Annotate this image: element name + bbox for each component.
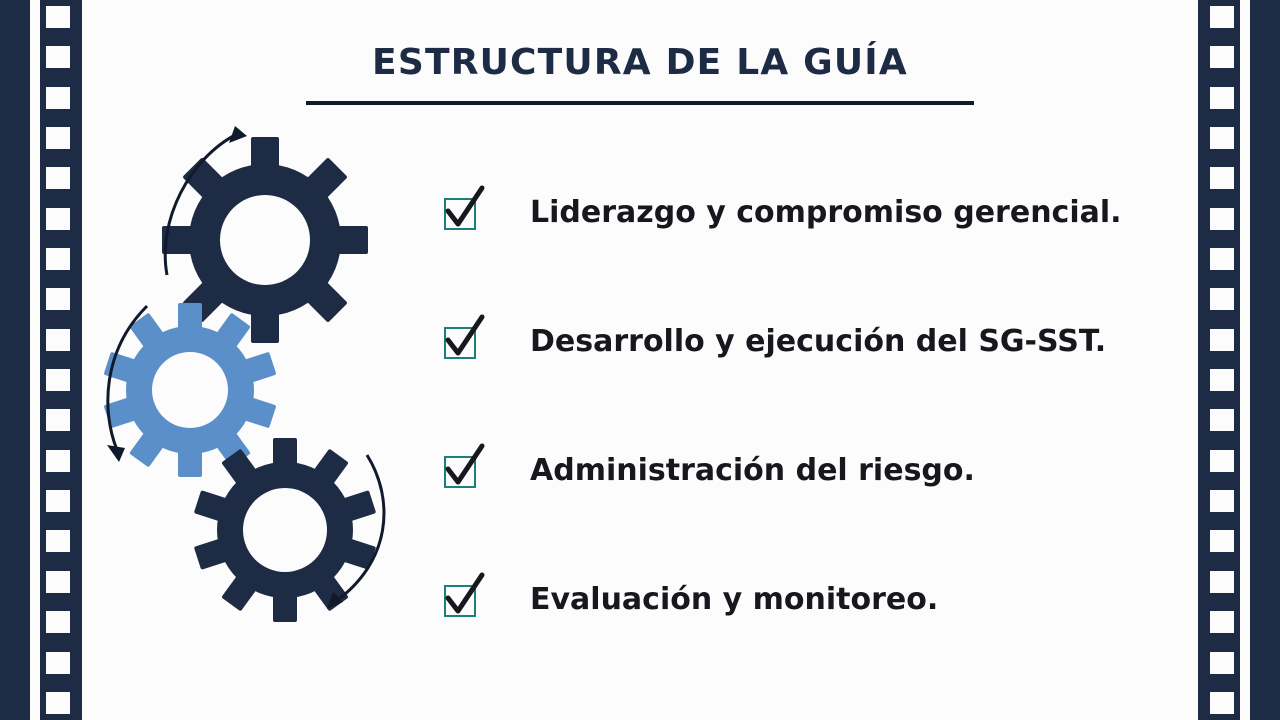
film-strip-right-gap [1240, 0, 1250, 720]
film-hole [46, 288, 70, 310]
film-strip-left-gap [30, 0, 40, 720]
film-hole [46, 450, 70, 472]
checklist [440, 180, 1230, 631]
film-hole [46, 652, 70, 674]
film-hole [46, 329, 70, 351]
film-hole [1210, 127, 1234, 149]
film-hole [46, 208, 70, 230]
list-item-label: Desarrollo y ejecución del SG-SST. [530, 323, 1107, 359]
film-hole [1210, 692, 1234, 714]
gears-illustration [95, 110, 425, 650]
film-strip-left-edge [76, 0, 82, 720]
check-mark-icon [438, 184, 488, 236]
film-hole [46, 127, 70, 149]
film-hole [46, 530, 70, 552]
page-title: ESTRUCTURA DE LA GUÍA [372, 42, 908, 83]
film-strip-left-perforations [40, 0, 76, 720]
film-strip-left-bar [0, 0, 30, 720]
film-hole [46, 409, 70, 431]
list-item[interactable] [440, 309, 1230, 373]
film-hole [46, 571, 70, 593]
film-hole [46, 369, 70, 391]
list-item-label: Liderazgo y compromiso gerencial. [530, 194, 1122, 230]
gears-svg [95, 110, 425, 650]
film-hole [1210, 6, 1234, 28]
list-item-label: Administración del riesgo. [530, 452, 975, 488]
film-strip-left [0, 0, 82, 720]
rotation-arrow-middle-head [107, 445, 125, 462]
gear-bottom-dark [194, 438, 376, 622]
film-hole [46, 248, 70, 270]
title-underline [306, 101, 974, 105]
film-hole [46, 490, 70, 512]
film-strip-right-bar [1250, 0, 1280, 720]
check-mark-icon [438, 571, 488, 623]
checkbox-checked-icon[interactable] [440, 192, 480, 232]
check-mark-icon [438, 313, 488, 365]
film-hole [1210, 652, 1234, 674]
rotation-arrow-top-head [229, 126, 247, 143]
title-block [0, 42, 1280, 105]
film-hole [46, 167, 70, 189]
check-mark-icon [438, 442, 488, 494]
checkbox-checked-icon[interactable] [440, 321, 480, 361]
film-hole [46, 611, 70, 633]
film-hole [46, 6, 70, 28]
list-item-label: Evaluación y monitoreo. [530, 581, 939, 617]
checkbox-checked-icon[interactable] [440, 450, 480, 490]
checkbox-checked-icon[interactable] [440, 579, 480, 619]
list-item[interactable] [440, 180, 1230, 244]
list-item[interactable] [440, 567, 1230, 631]
list-item[interactable] [440, 438, 1230, 502]
film-hole [46, 692, 70, 714]
